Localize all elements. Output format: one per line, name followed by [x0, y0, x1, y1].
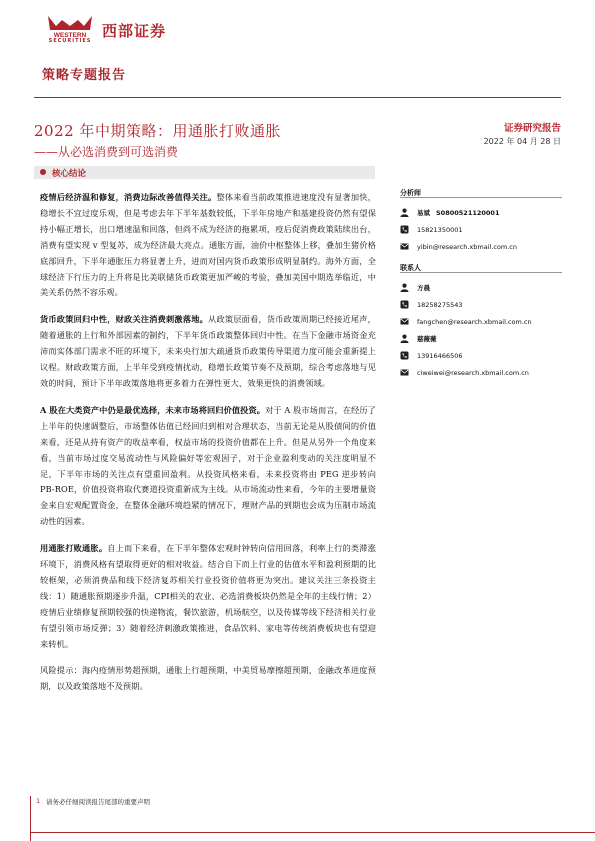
paragraph-text: 风险提示：海内疫情形势超预期，通胀上行超预期，中美贸易摩擦超预期，金融改革进度预期，以及政策落地不及预期。	[40, 665, 376, 692]
header-divider	[34, 97, 561, 98]
analyst-name: 易斌	[417, 209, 430, 217]
contact-sidebar	[400, 186, 562, 381]
analyst-name-row	[400, 204, 562, 221]
risk-warning	[40, 663, 376, 695]
contact-email[interactable]: fangchen@research.xbmail.com.cn	[417, 317, 532, 326]
contact-heading: 联系人	[400, 261, 562, 273]
paragraph-text: 对于 A 股市场而言，在经历了上半年的快速调整后，市场整体估值已经回归到相对合理状态，当前无论是从股债间的价值来看，还是从持有资产的收益率看，权益市场的投资价值都在上升。但是从另外一个角度来看，当前市场过度交易流动性与风险偏好等宏观因子，对于企业盈利变动的关注度明显不足，下半年市场的关注点有望重回盈利。从投资风格来看，未来投资将由 PEG 逆步转向 PB-ROE，价值投资将取代赛道投资重新成为主线。从市场流动性来看，今年的主要增量资金来自宏观配置资金，在整体金融环境趋紧的情况下，理财产品的到期也会成为压制市场流动性的因素。	[40, 404, 376, 527]
report-date: 2022 年 04 月 28 日	[483, 137, 561, 146]
main-body	[40, 190, 376, 706]
paragraph-text: 自上而下来看，在下半年整体宏观时钟转向信用回落，利率上行的类滞涨环境下，消费风格有望取得更好的相对收益。结合自下而上行业的估值水平和盈利预期的比较框架，必须消费品和线下经济复苏相关行业投资价值将更为突出。建议关注三条投资主线：1）随通胀预期逐步升温，CPI相关的农业、必选消费板块仍然是全年的主线行情；2）疫情后业绩修复预期较强的快递物流，餐饮旅游，机场航空，以及传媒等线下经济相关行业有望引领市场反弹；3）随着经济刺激政策推进，食品饮料、家电等传统消费板块也有望迎来转机。	[40, 543, 376, 649]
paragraph-text: 从政策层面看，货币政策周期已经接近尾声，随着通胀的上行和外部因素的制约，下半年货币政策整体回归中性。在当下金融市场资金充沛而实体部门需求不旺的环境下，未来央行加大疏通货币政策传导渠道力度可能会重新提上议程。财政政策方面，上半年受到疫情扰动，稳增长政策节奏不及预期，综合考虑落地与见效的时间，预计下半年政策落地将更多着力在弹性更大、效果更快的消费领域。	[40, 314, 376, 388]
logo-sub-text: SECURITIES	[48, 38, 92, 44]
contact-email-row	[400, 364, 562, 381]
phone-icon	[400, 351, 409, 360]
paragraph-lead: 疫情后经济温和修复，消费边际改善值得关注。	[40, 192, 217, 202]
phone-icon	[400, 225, 409, 234]
footer-horizontal-rule	[30, 832, 595, 833]
contact-email[interactable]: ciweiwei@research.xbmail.com.cn	[417, 368, 529, 377]
report-subtitle: ——从必选消费到可选消费	[34, 145, 179, 159]
page-number: 1	[36, 797, 41, 805]
section-bullet-icon	[40, 169, 46, 175]
footer-disclaimer: 请务必仔细阅读报告尾部的重要声明	[46, 798, 150, 806]
contact-name: 慈薇薇	[417, 335, 437, 343]
paragraph-lead: A 股在大类资产中仍是最优选择，未来市场将回归价值投资。	[40, 404, 266, 415]
section-title: 核心结论	[52, 169, 87, 179]
paragraph-lead: 货币政策回归中性，财政关注消费刺激落地。	[40, 314, 209, 325]
contact-phone-row	[400, 296, 562, 313]
analyst-phone-row	[400, 221, 562, 238]
contact-phone-row	[400, 347, 562, 364]
analyst-email[interactable]: yibin@research.xbmail.com.cn	[417, 242, 517, 251]
analyst-heading: 分析师	[400, 186, 562, 198]
analyst-phone: 15821350001	[417, 225, 463, 234]
contact-phone: 13916466506	[417, 351, 463, 360]
contact-email-row	[400, 313, 562, 330]
email-icon	[400, 368, 409, 377]
contact-name-row	[400, 279, 562, 296]
paragraph-1	[40, 190, 376, 301]
report-category: 证券研究报告	[503, 123, 561, 134]
person-icon	[400, 283, 409, 292]
analyst-email-row	[400, 238, 562, 255]
paragraph-4	[40, 541, 376, 652]
email-icon	[400, 317, 409, 326]
email-icon	[400, 242, 409, 251]
contact-name-row	[400, 330, 562, 347]
logo-cn-text: 西部证券	[102, 22, 167, 40]
paragraph-3	[40, 403, 376, 530]
paragraph-text: 整体来看当前政策推进速度没有显著加快，稳增长不宜过度乐观，但是考虑去年下半年基数较低，下半年房地产和基建投资仍然有望保持小幅正增长，出口增速温和回落，但尚不成为经济的拖累项，疫后促消费政策陆续出台，消费有望实现 v 型复苏，成为经济最大亮点。通胀方面，油价中枢整体上移，叠加生猪价格底部回升，下半年通胀压力将显著上升，进而对国内货币政策形成明显制约。海外方面，全球经济下行压力的上升将是比美联储货币政策更加严峻的考验，叠加美国中期选举临近，中美关系仍然不容乐观。	[40, 192, 376, 298]
logo-en-text: WESTERN	[53, 32, 87, 38]
report-title: 2022 年中期策略：用通胀打败通胀	[34, 122, 281, 140]
paragraph-lead: 用通胀打败通胀。	[40, 543, 108, 554]
analyst-cert: S0800521120001	[436, 208, 500, 217]
company-logo	[42, 12, 202, 52]
contact-name: 方晨	[417, 284, 430, 292]
report-type-label: 策略专题报告	[42, 68, 127, 83]
logo-mark-icon	[42, 12, 98, 40]
phone-icon	[400, 300, 409, 309]
footer-vertical-rule	[30, 796, 31, 841]
paragraph-2	[40, 312, 376, 392]
person-icon	[400, 208, 409, 217]
person-icon	[400, 334, 409, 343]
contact-phone: 18258275543	[417, 300, 463, 309]
